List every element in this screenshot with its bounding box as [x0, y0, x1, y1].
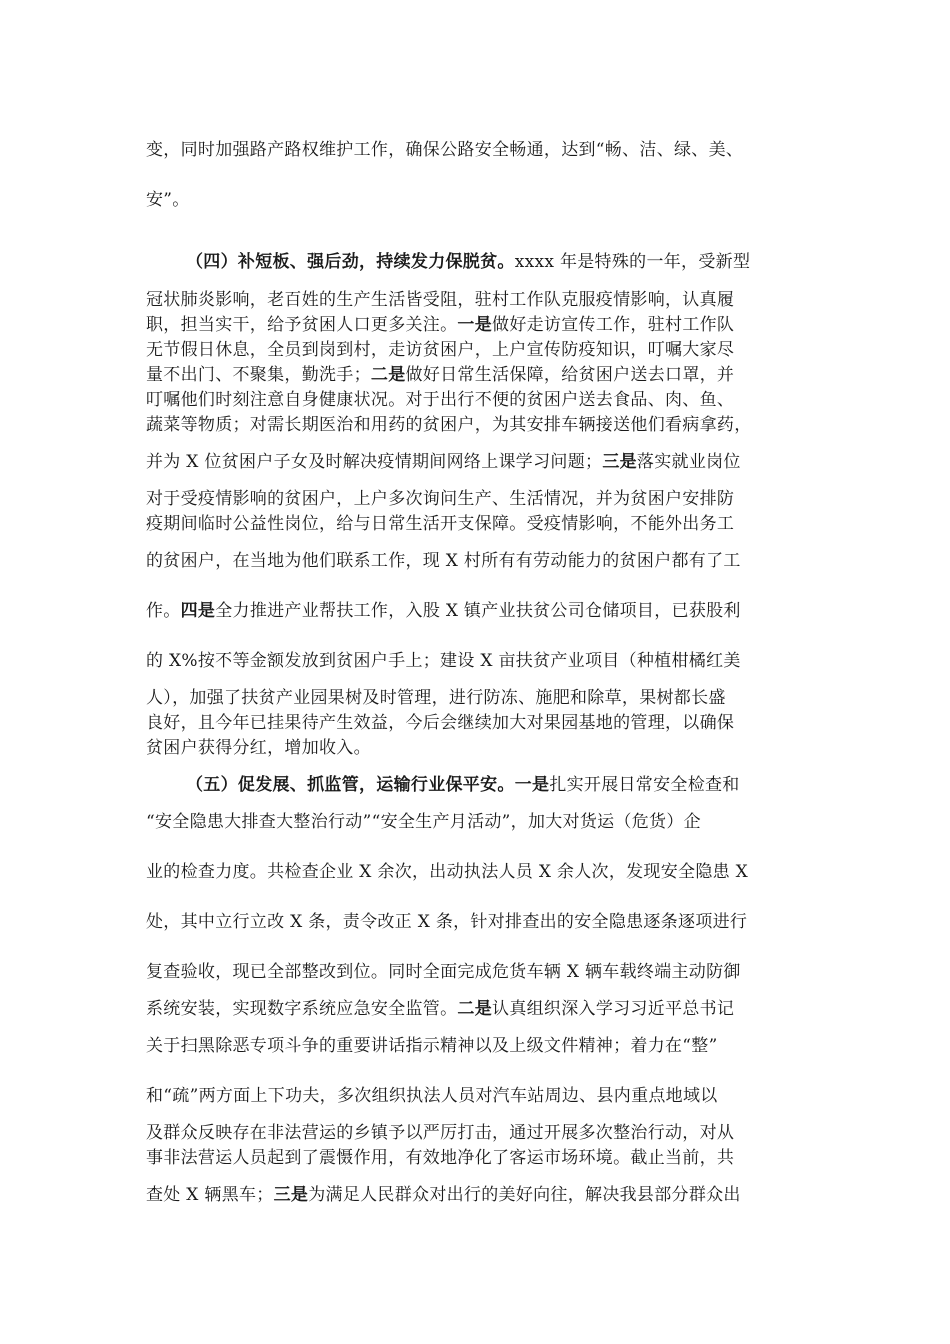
text-run: 作。 — [146, 601, 181, 621]
text-line — [146, 649, 826, 673]
text-line — [146, 599, 826, 623]
text-run: 系统安装，实现数字系统应急安全监管。 — [146, 999, 458, 1019]
text-line — [146, 1034, 826, 1058]
text-line — [146, 512, 826, 536]
text-line — [146, 338, 826, 362]
bold-text-run: 二是 — [457, 999, 493, 1019]
text-run: 的贫困户，在当地为他们联系工作，现 X 村所有有劳动能力的贫困户都有了工 — [146, 551, 741, 571]
text-run: 处，其中立行立改 X 条，责令改正 X 条，针对排查出的安全隐患逐条逐项进行 — [146, 912, 748, 932]
text-run: “安全隐患大排查大整治行动”“安全生产月活动”，加大对货运（危货）企 — [146, 812, 701, 832]
text-line — [146, 1146, 826, 1170]
text-run: 蔬菜等物质；对需长期医治和用药的贫困户，为其安排车辆接送他们看病拿药， — [146, 415, 752, 435]
text-line — [146, 1121, 826, 1145]
text-run: 变，同时加强路产路权维护工作，确保公路安全畅通，达到“畅、洁、绿、美、 — [146, 140, 744, 160]
text-line — [146, 810, 826, 834]
text-run: 扎实开展日常安全检查和 — [549, 775, 740, 795]
text-line — [146, 711, 826, 735]
text-run: 关于扫黑除恶专项斗争的重要讲话指示精神以及上级文件精神；着力在“整” — [146, 1036, 718, 1056]
bold-text-run: 四是 — [180, 601, 216, 621]
bold-text-run: 三是 — [602, 452, 637, 472]
text-run: 冠状肺炎影响，老百姓的生产生活皆受阻，驻村工作队克服疫情影响，认真履 — [146, 290, 735, 310]
bold-text-run: （五）促发展、抓监管，运输行业保平安。 — [186, 775, 515, 795]
text-run: 疫期间临时公益性岗位，给与日常生活开支保障。受疫情影响，不能外出务工 — [146, 514, 735, 534]
text-run: 职，担当实干，给予贫困人口更多关注。 — [146, 315, 458, 335]
text-line — [146, 388, 826, 412]
text-run: 业的检查力度。共检查企业 X 余次，出动执法人员 X 余人次，发现安全隐患 X — [146, 862, 749, 882]
text-run: 和“疏”两方面上下功夫，多次组织执法人员对汽车站周边、县内重点地域以 — [146, 1086, 718, 1106]
section-heading — [186, 773, 826, 797]
text-line — [146, 363, 826, 387]
text-run: 做好走访宣传工作，驻村工作队 — [492, 315, 735, 335]
text-line — [146, 138, 826, 162]
text-run: 及群众反映存在非法营运的乡镇予以严厉打击，通过开展多次整治行动，对从 — [146, 1123, 735, 1143]
text-line — [146, 997, 826, 1021]
text-line — [146, 910, 826, 934]
text-line — [146, 860, 826, 884]
text-run: 为满足人民群众对出行的美好向往，解决我县部分群众出 — [308, 1185, 741, 1205]
text-line — [146, 413, 826, 437]
text-line — [146, 736, 826, 760]
text-run: 复查验收，现已全部整改到位。同时全面完成危货车辆 X 辆车载终端主动防御 — [146, 962, 741, 982]
bold-text-run: 一是 — [514, 775, 550, 795]
text-run: 安”。 — [146, 190, 190, 210]
bold-text-run: 一是 — [457, 315, 493, 335]
text-line — [146, 450, 826, 474]
text-run: 无节假日休息，全员到岗到村，走访贫困户，上户宣传防疫知识，叮嘱大家尽 — [146, 340, 735, 360]
text-line — [146, 313, 826, 337]
text-run: 并为 X 位贫困户子女及时解决疫情期间网络上课学习问题； — [146, 452, 603, 472]
text-run: 事非法营运人员起到了震慑作用，有效地净化了客运市场环境。截止当前，共 — [146, 1148, 735, 1168]
text-line — [146, 288, 826, 312]
text-run: 落实就业岗位 — [636, 452, 741, 472]
text-run: 人），加强了扶贫产业园果树及时管理，进行防冻、施肥和除草，果树都长盛 — [146, 688, 726, 708]
text-run: 的 X%按不等金额发放到贫困户手上；建设 X 亩扶贫产业项目（种植柑橘红美 — [146, 651, 741, 671]
text-run: 做好日常生活保障，给贫困户送去口罩，并 — [405, 365, 735, 385]
text-run: 认真组织深入学习习近平总书记 — [492, 999, 735, 1019]
text-run: 叮嘱他们时刻注意自身健康状况。对于出行不便的贫困户送去食品、肉、鱼、 — [146, 390, 735, 410]
text-run: 全力推进产业帮扶工作，入股 X 镇产业扶贫公司仓储项目，已获股利 — [215, 601, 741, 621]
bold-text-run: （四）补短板、强后劲，持续发力保脱贫。 — [186, 252, 515, 272]
text-line — [146, 1084, 826, 1108]
bold-text-run: 二是 — [370, 365, 406, 385]
text-run: 贫困户获得分红，增加收入。 — [146, 738, 371, 758]
text-line — [146, 1183, 826, 1207]
text-line — [146, 549, 826, 573]
text-line — [146, 960, 826, 984]
text-line — [146, 487, 826, 511]
text-line — [146, 188, 826, 212]
text-run: xxxx 年是特殊的一年，受新型 — [514, 252, 751, 272]
text-run: 对于受疫情影响的贫困户，上户多次询问生产、生活情况，并为贫困户安排防 — [146, 489, 735, 509]
text-run: 量不出门、不聚集，勤洗手； — [146, 365, 371, 385]
section-heading — [186, 250, 826, 274]
text-run: 良好，且今年已挂果待产生效益，今后会继续加大对果园基地的管理，以确保 — [146, 713, 735, 733]
text-line — [146, 686, 826, 710]
bold-text-run: 三是 — [273, 1185, 309, 1205]
text-run: 查处 X 辆黑车； — [146, 1185, 274, 1205]
